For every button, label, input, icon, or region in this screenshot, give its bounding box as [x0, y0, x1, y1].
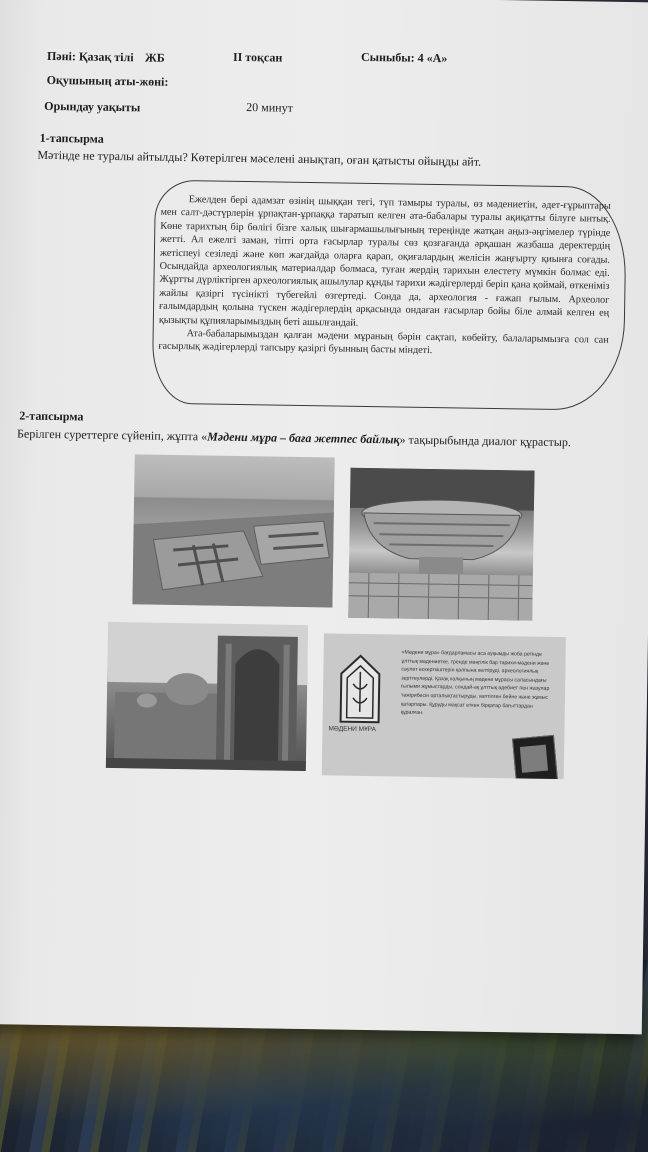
cauldron-illustration	[348, 468, 534, 621]
student-name-label: Оқушының аты-жөні:	[46, 72, 169, 89]
subject-label: Пәні: Қазақ тілі	[46, 48, 134, 65]
heritage-program-poster	[322, 633, 566, 779]
assessment-type: ЖБ	[144, 50, 165, 65]
heritage-logo-icon	[337, 652, 384, 725]
task1-title: 1-тапсырма	[39, 130, 104, 146]
time-label: Орындау уақыты	[44, 98, 141, 115]
cauldron-photo	[348, 468, 534, 621]
passage-paragraph-2: Ата-бабаларымыздан қалған мәдени мұраның бәрін сақтап, көбейту, балаларымызға сол сан ғасырлық жәдігерлерді тапсыру қазіргі буынның басты міндеті.	[158, 328, 609, 357]
quarter-label: II тоқсан	[232, 49, 283, 65]
mausoleum-illustration	[106, 622, 308, 771]
ruins-illustration	[132, 454, 334, 607]
passage-paragraph-1: Ежелден бері адамзат өзінің шыққан тегі, түп тамыры туралы, өз мәдениетін, әдет-ғұрыптары мен салт-дәстүрлерін ұрпақтан-ұрпаққа таратып келген ата-бабалары туралы ақиқатты білуге ынтық. Көне тарихтың бір бөлігі бізге халық шығармашылығының тереңінде жатқан аңыз-әңгімелер түрінде жетті. Ал ежелгі заман, тіпті орта ғасырлар туралы сөз қозғағанда әрқашан жазбаша деректердің жетіспеуі сезіледі және көп жағдайда оларға қарап, оқиғалардың желісін жаңғырту қиынға соғады. Осындайда археологиялық материалдар болмаса, туған жердің тарихын елестету мүмкін болмас еді. Жұртты дүрліктірген археологиялық ашылулар құнды тарихи жәдігерлерді беріп қана қоймай, өткеніміз жайлы қазіргі түсінікті түбегейлі өзгертеді. Сонда да, археология - ғажап ғылым. Археолог ғалымдардың қолына түскен жәдігерлердің арқасында ондаған ғасырлар бойы біле алмай келген ең қызықты құпияларымыздың беті ашылғандай.	[158, 194, 611, 329]
book-icon	[512, 735, 558, 779]
task2-instruction	[17, 426, 617, 450]
task1-instruction: Мәтінде не туралы айтылды? Көтерілген мәселені анықтап, оған қатысты ойыңды айт.	[37, 147, 482, 169]
task2-topic: Мәдени мұра – баға жетпес байлық	[207, 429, 400, 447]
logo-caption: МӘДЕНИ МҰРА	[328, 725, 377, 734]
excavation-photo	[132, 454, 334, 607]
grade-label: Сыныбы: 4 «А»	[360, 49, 448, 66]
task2-instruction-end: » тақырыбында диалог құрастыр.	[399, 432, 572, 450]
task2-title: 2-тапсырма	[19, 408, 84, 424]
task2-instruction-start: Берілген суреттерге сүйеніп, жұпта «	[16, 426, 208, 444]
poster-description: «Мәдени мұра» бағдарламасы аса ауқымды жоба ретінде ұлттық мәдениетке, тренде мәңгілік бар тарихи-мәдени және сәулет ескерткіштерін қалпына келтіруді, археологиялық зерттеулерді, Қазақ халқының мәдени мұрасы саласындағы ғылыми жұмыстарды, сондай-ақ ұлттық әдебиет пен жазулар тәжірибесін орталықтастыруды, көптілген бейне және жұмыс қатарлары. Құруды мақсат еткен бірқатар бағыттардан құралған.	[400, 649, 550, 717]
mausoleum-photo	[106, 622, 308, 771]
time-value: 20 минут	[246, 100, 294, 115]
passage-text	[158, 193, 610, 361]
